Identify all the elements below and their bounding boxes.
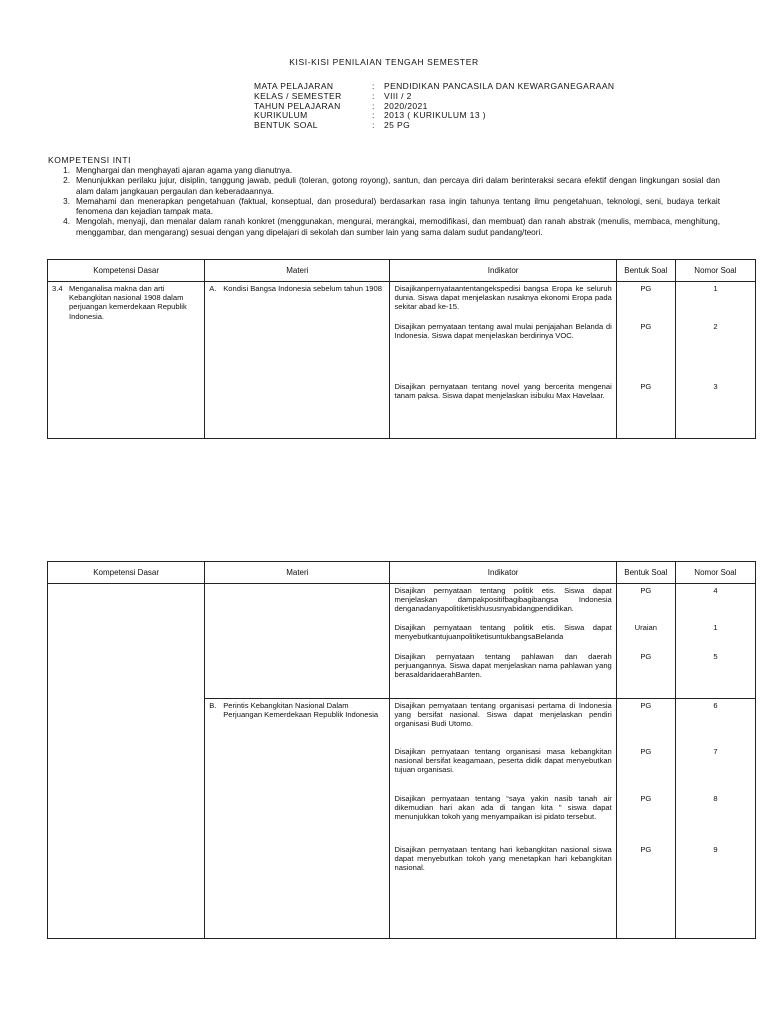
indikator-cell [390,699,616,939]
kisi-kisi-table-1 [47,259,756,439]
bentuk-soal-content [617,584,675,661]
indikator-item: Disajikan pernyataan tentang politik etis. Siswa dapat menyebutkantujuanpolitiketisuntukbangsaBelanda [394,623,612,642]
kd-code: 3.4 [52,284,63,293]
meta-label: BENTUK SOAL [254,120,318,131]
bentuk-soal-value: PG [640,652,652,661]
meta-label: KURIKULUM [254,110,308,121]
kisi-kisi-table-2 [47,561,756,939]
list-text: Menunjukkan perilaku jujur, disiplin, tanggung jawab, peduli (toleran, gotong royong), santun, dan percaya diri dalam berinteraksi secara efektif dengan lingkungan sosial dan alam dalam jangkauan pergaulan dan keberadaannya. [76,176,720,196]
indikator-item: Disajikan pernyataan tentang hari kebangkitan nasional siswa dapat menyebutkan tokoh yang menetapkan hari kebangkitan nasional. [394,845,612,873]
bentuk-soal-value: PG [640,586,652,595]
kd-cell [48,282,205,439]
header-kompetensi-dasar: Kompetensi Dasar [48,562,205,584]
nomor-soal-content [676,584,755,661]
bentuk-soal-value: PG [640,322,652,331]
list-item [48,166,720,176]
indikator-content [390,699,615,873]
header-nomor-soal: Nomor Soal [675,260,755,282]
table-header-row [48,260,756,282]
list-text: Mengolah, menyaji, dan menalar dalam ranah konkret (menggunakan, mengurai, merangkai, memodifikasi, dan membuat) dan ranah abstrak (menulis, membaca, menghitung, menggambar, dan mengarang) sesuai dengan yang dipelajari di sekolah dan sumber lain yang sama dalam sudut pandang/teori. [76,217,720,237]
bentuk-soal-value: PG [640,794,652,803]
meta-value: 2020/2021 [384,100,428,111]
bentuk-soal-value: PG [640,382,652,391]
list-text: Memahami dan menerapkan pengetahuan (faktual, konseptual, dan prosedural) berdasarkan rasa ingin tahunya tentang ilmu pengetahuan, teknologi, seni, budaya terkait fenomena dan kejadian tampak mata. [76,196,720,217]
indikator-item: Disajikan pernyataan tentang organisasi pertama di Indonesia yang bersifat nasional. Siswa dapat menjelaskan pendiri organisasi Budi Utomo. [394,701,612,729]
table-row [48,282,756,439]
header-bentuk-soal: Bentuk Soal [616,260,675,282]
header-materi: Materi [205,260,390,282]
header-nomor-soal: Nomor Soal [675,562,755,584]
bentuk-soal-value: PG [640,747,652,756]
meta-value: PENDIDIKAN PANCASILA DAN KEWARGANEGARAAN [384,81,615,91]
bentuk-soal-content [617,282,675,391]
materi-cell [205,584,390,699]
meta-colon: : [372,120,375,131]
header-materi: Materi [205,562,390,584]
nomor-soal-cell [675,282,755,439]
kompetensi-inti-list [48,166,720,238]
materi-text: Perintis Kebangkitan Nasional Dalam Perjuangan Kemerdekaan Republik Indonesia [223,701,379,720]
indikator-item: Disajikan pernyataan tentang novel yang bercerita mengenai tanam paksa. Siswa dapat menjelaskan isibuku Max Havelaar. [394,382,612,401]
list-number: 1. [63,166,70,175]
meta-colon: : [372,81,375,91]
indikator-content [390,584,615,680]
bentuk-soal-value: Uraian [634,623,657,632]
kd-cell [48,584,205,939]
nomor-soal-value: 3 [713,382,718,391]
list-item [48,176,720,197]
meta-colon: : [372,100,375,111]
list-item [48,217,720,238]
nomor-soal-value: 7 [713,747,718,756]
table-row [48,584,756,699]
indikator-item: Disajikan pernyataan tentang awal mulai penjajahan Belanda di Indonesia. Siswa dapat menjelaskan berdirinya VOC. [394,322,612,341]
meta-value: 25 PG [384,120,411,131]
list-number: 4. [63,217,70,227]
nomor-soal-cell [675,699,755,939]
kd-text: Menganalisa makna dan arti Kebangkitan nasional 1908 dalam perjuangan kemerdekaan Republik Indonesia. [69,284,187,321]
meta-colon: : [372,110,375,121]
kompetensi-inti-heading: KOMPETENSI INTI [48,155,132,165]
list-text: Menghargai dan menghayati ajaran agama yang dianutnya. [76,166,293,175]
bentuk-soal-cell [616,282,675,439]
indikator-cell [390,282,616,439]
nomor-soal-value: 4 [713,586,718,595]
header-bentuk-soal: Bentuk Soal [616,562,675,584]
materi-letter: B. [209,701,217,710]
nomor-soal-content [676,282,755,391]
materi-content [205,699,389,719]
nomor-soal-value: 6 [713,701,718,710]
bentuk-soal-cell [616,699,675,939]
list-number: 2. [63,176,70,186]
materi-content [205,282,389,293]
indikator-item: Disajikan pernyataan tentang pahlawan dan daerah perjuangannya. Siswa dapat menjelaskan nama pahlawan yang berasaldaridaerahBanten. [394,652,612,680]
bentuk-soal-value: PG [640,701,652,710]
meta-label: MATA PELAJARAN [254,81,334,91]
header-indikator: Indikator [390,562,616,584]
nomor-soal-value: 2 [713,322,718,331]
nomor-soal-content [676,699,755,854]
nomor-soal-value: 8 [713,794,718,803]
bentuk-soal-content [617,699,675,854]
bentuk-soal-value: PG [640,284,652,293]
meta-value: VIII / 2 [384,90,412,101]
header-kompetensi-dasar: Kompetensi Dasar [48,260,205,282]
meta-block [254,82,614,131]
nomor-soal-cell [675,584,755,699]
nomor-soal-value: 1 [713,284,718,293]
materi-letter: A. [209,284,217,293]
kd-content [48,282,204,321]
indikator-item: Disajikanpernyataantentangekspedisi bangsa Eropa ke seluruh dunia. Siswa dapat menjelaskan rusaknya ekonomi Eropa pada sekitar abad ke-15. [394,284,612,312]
meta-label: TAHUN PELAJARAN [254,100,341,111]
indikator-content [390,282,615,400]
indikator-item: Disajikan pernyataan tentang “saya yakin nasib tanah air dikemudian hari akan ada di tangan kita ” siswa dapat menunjukkan tokoh yang menyampaikan isi pidato tersebut. [394,794,612,822]
bentuk-soal-value: PG [640,845,652,854]
table-header-row [48,562,756,584]
meta-value: 2013 ( KURIKULUM 13 ) [384,110,486,121]
materi-cell [205,282,390,439]
nomor-soal-value: 5 [713,652,718,661]
list-item [48,197,720,218]
indikator-item: Disajikan pernyataan tentang politik etis. Siswa dapat menjelaskan dampakpositifbagibagibangsa Indonesia denganadanyapolitiketiskhususnyabidangpendidikan. [394,586,612,614]
list-number: 3. [63,196,70,206]
meta-row-question-type [254,121,614,131]
nomor-soal-value: 1 [713,623,718,632]
indikator-item: Disajikan pernyataan tentang organisasi masa kebangkitan nasional bersifat keagamaan, peserta didik dapat menyebutkan tujuan organisasi. [394,747,612,775]
indikator-cell [390,584,616,699]
nomor-soal-value: 9 [713,845,718,854]
header-indikator: Indikator [390,260,616,282]
meta-colon: : [372,90,375,101]
materi-text: Kondisi Bangsa Indonesia sebelum tahun 1908 [223,284,382,293]
document-title: KISI-KISI PENILAIAN TENGAH SEMESTER [289,57,479,67]
bentuk-soal-cell [616,584,675,699]
materi-cell [205,699,390,939]
meta-label: KELAS / SEMESTER [254,90,342,101]
